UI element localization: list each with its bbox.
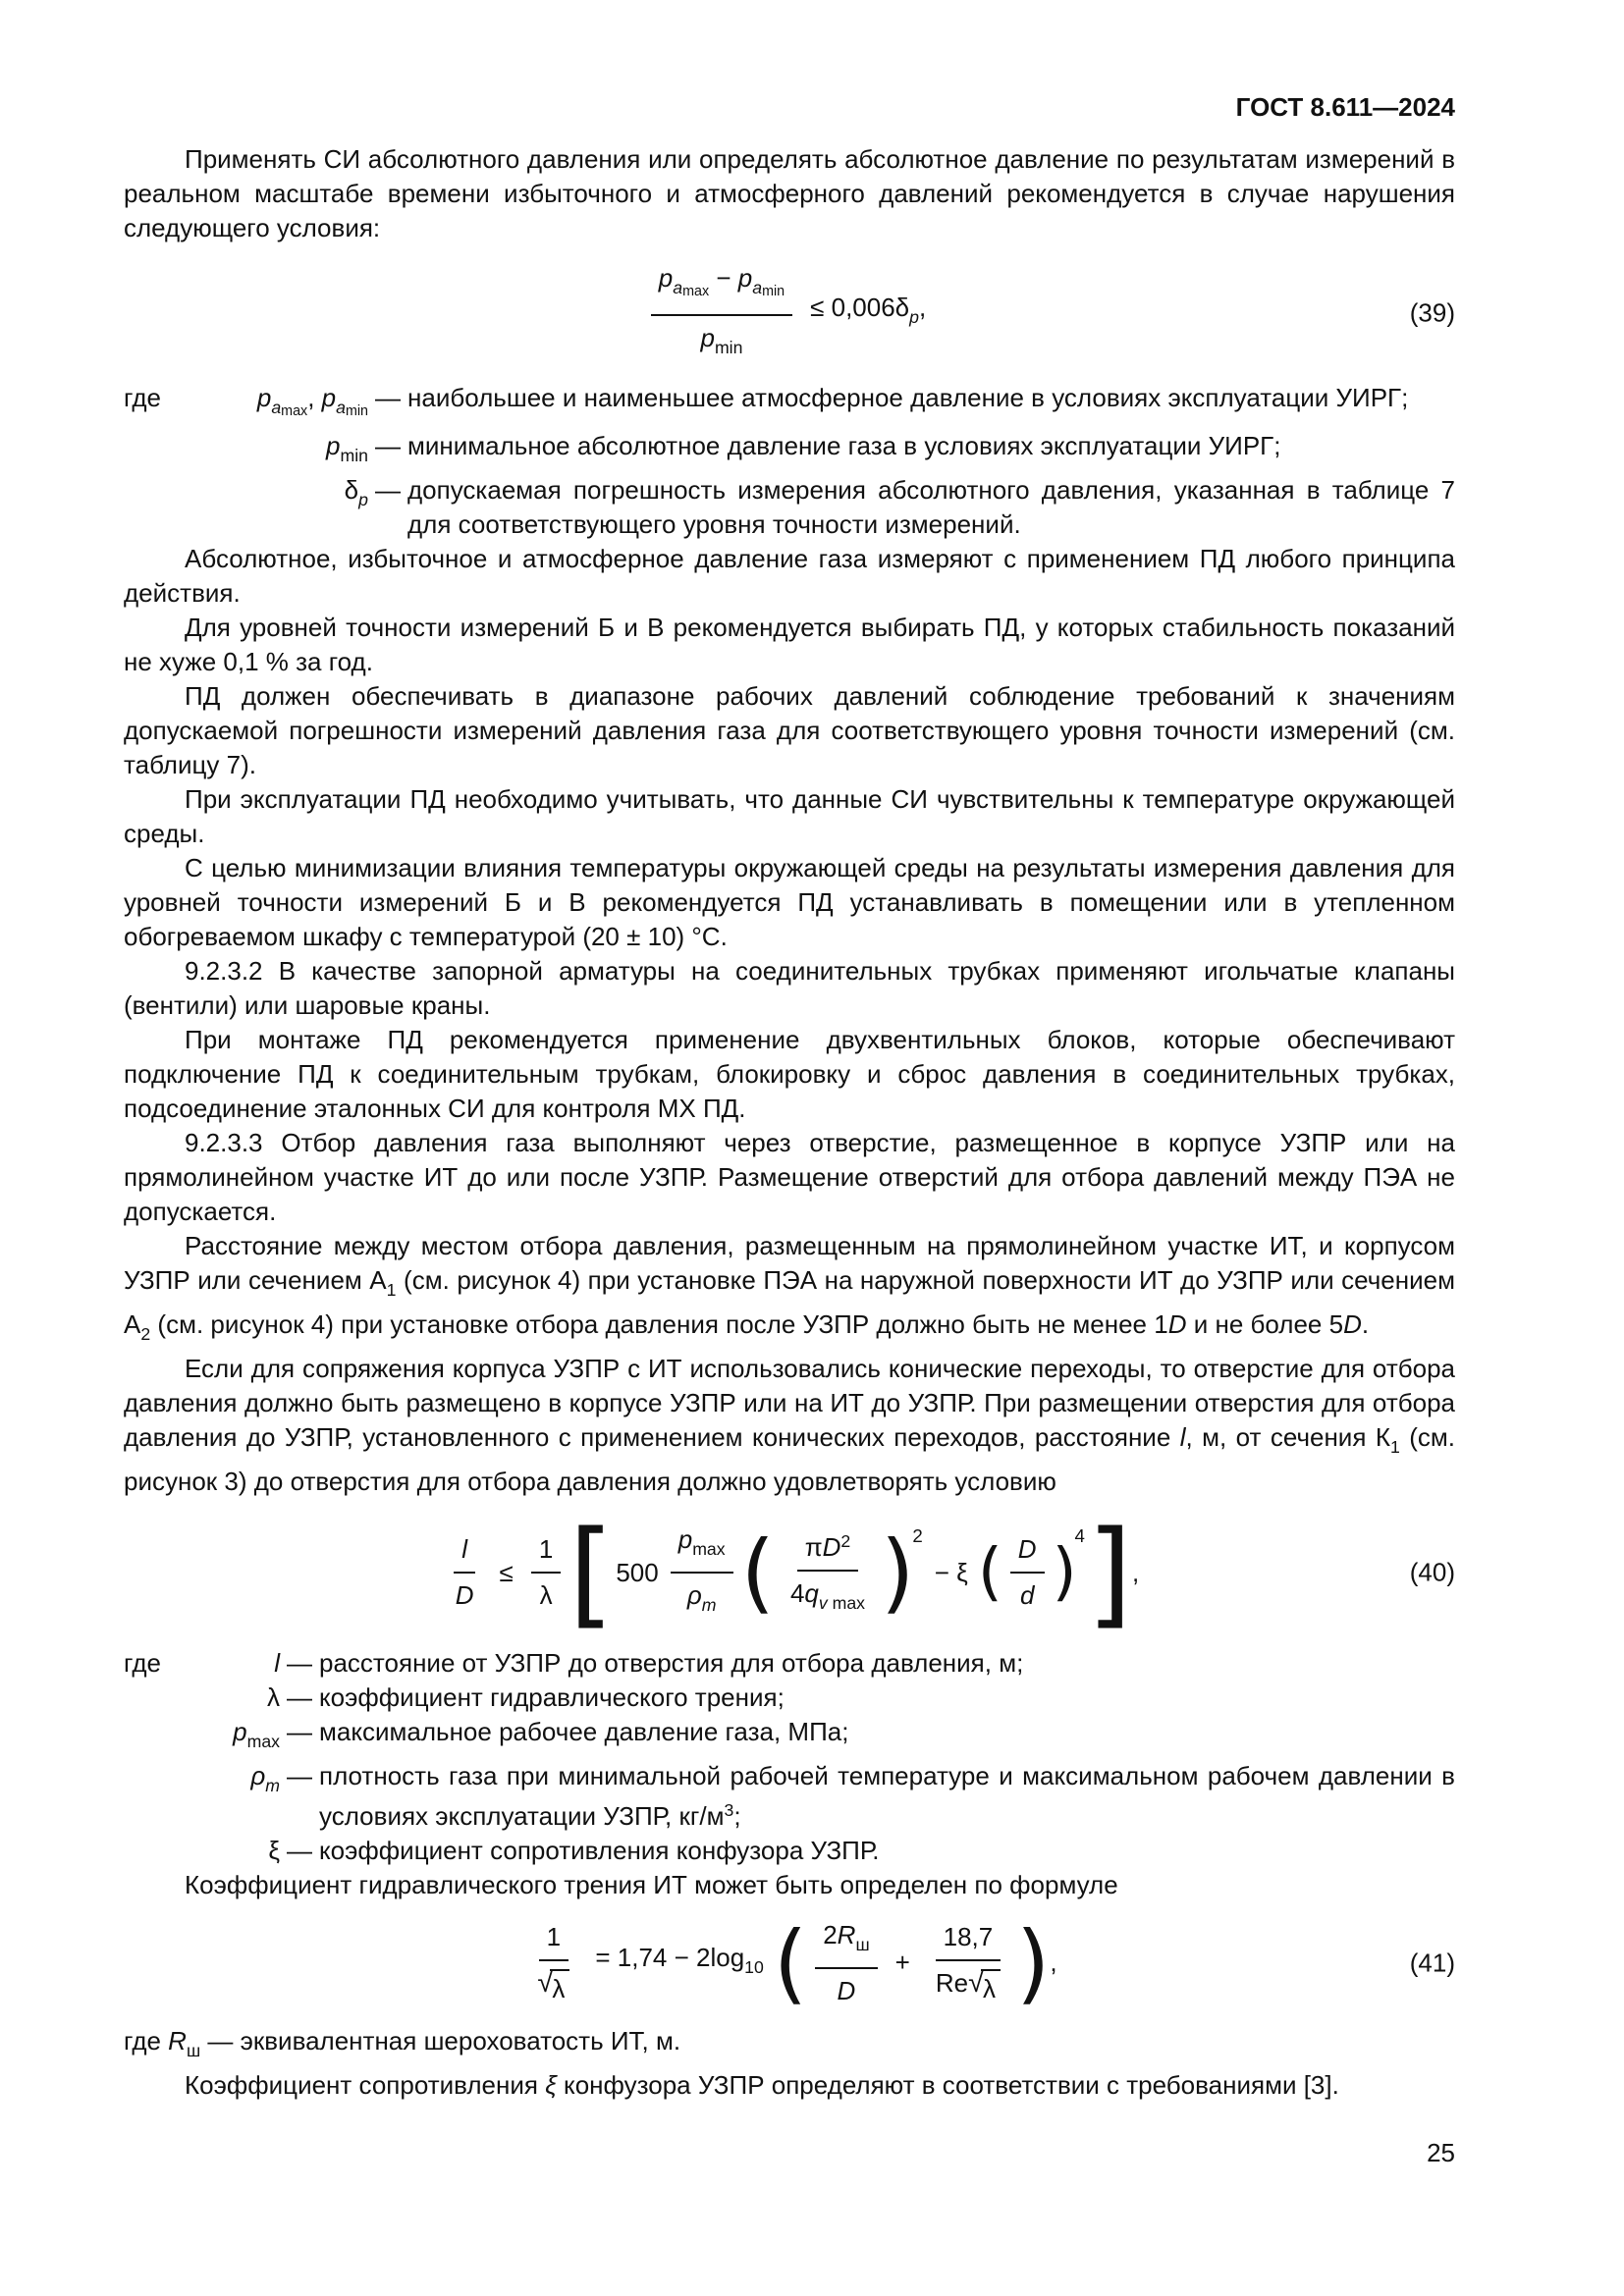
definition-text: коэффициент сопротивления конфузора УЗПР. (319, 1835, 880, 1865)
square-root (537, 1966, 569, 2006)
paragraph: При монтаже ПД рекомендуется применение двухвентильных блоков, которые обеспечивают подключение ПД к соединительным трубкам, блокировку и сброс давления в соединительных трубках, подсоединение эталонных СИ для контроля МХ ПД. (124, 1024, 1455, 1123)
definition-dash: — (287, 1761, 312, 1791)
left-paren: ( (977, 1536, 1002, 1610)
paragraph: Расстояние между местом отбора давления, размещенным на прямолинейном участке ИТ, и корпусом УЗПР или сечением $А_1$ (см. рисунок 4) при установке ПЭА на наружной поверхности ИТ до УЗПР или сечением $А_2$ (см. рисунок 4) при установке отбора давления после УЗПР должно быть не менее 1D и не более 5D. (124, 1230, 1455, 1344)
paragraph: Если для сопряжения корпуса УЗПР с ИТ использовались конические переходы, то отверстие для отбора давления должно быть размещено в корпусе УЗПР или на ИТ до УЗПР. При размещении отверстия для отбора давления до УЗПР, установленного с применением конических переходов, расстояние l, м, от сечения $К_1$ (см. рисунок 3) до отверстия для отбора давления должно удовлетворять условию (124, 1353, 1455, 1497)
definition-row (124, 429, 1455, 473)
definition-text: наибольшее и наименьшее атмосферное давление в условиях эксплуатации УИРГ; (407, 382, 1409, 412)
definition-text: коэффициент гидравлического трения; (319, 1682, 785, 1713)
fraction (651, 261, 792, 365)
paragraph: С целью минимизации влияния температуры окружающей среды на результаты измерения давления для уровней точности измерений Б и В рекомендуется ПД устанавливать в помещении или в утепленном обогреваемом шкафу с температурой (20 ± 10) °С. (124, 852, 1455, 951)
coefficient: 500 (616, 1557, 659, 1587)
fraction (815, 1918, 877, 2008)
fraction (531, 1532, 561, 1613)
formula-numerator: 1 (531, 1532, 561, 1574)
definition-term: $p_{max}$ (233, 1717, 280, 1752)
exponent: 4 (1074, 1525, 1085, 1547)
formula-numerator: $2R_ш$ (815, 1918, 877, 1969)
formula-denominator: D (455, 1580, 474, 1611)
paragraph: Для уровней точности измерений Б и В рекомендуется выбирать ПД, у которых стабильность показаний не хуже 0,1 % за год. (124, 612, 1455, 676)
formula-numerator: D (1010, 1532, 1045, 1574)
radicand: λ (981, 1969, 1001, 2006)
definition-text: допускаемая погрешность измерения абсолютного давления, указанная в таблице 7 для соответствующего уровня точности измерений. (407, 474, 1455, 539)
left-paren: ( (740, 1522, 775, 1624)
formula-numerator: $p_{amax} - p_{amin}$ (651, 261, 792, 316)
fraction (529, 1920, 577, 2006)
formula-numerator: 18,7 (936, 1920, 1001, 1961)
radical-sign: √ (968, 1966, 985, 1999)
definition-row (124, 381, 1455, 429)
fraction (671, 1522, 733, 1623)
formula-numerator: $p_{max}$ (671, 1522, 733, 1574)
comma: , (1132, 1557, 1140, 1587)
definition-dash: — (287, 1682, 312, 1713)
doc-number: ГОСТ 8.611—2024 (1235, 92, 1455, 122)
paragraph: Абсолютное, избыточное и атмосферное давление газа измеряют с применением ПД любого принципа действия. (124, 543, 1455, 608)
paragraph: ПД должен обеспечивать в диапазоне рабочих давлений соблюдение требований к значениям допускаемой погрешности измерений давления газа для соответствующего уровня точности измерений (см. таблицу 7). (124, 680, 1455, 779)
formula-denominator: D (837, 1975, 856, 2005)
definition-lead: где (124, 1648, 161, 1679)
definition-dash: — (287, 1835, 312, 1865)
formula-numerator: $\pi D^2$ (797, 1524, 859, 1572)
page-number: 25 (1427, 2138, 1455, 2168)
formula-denominator (928, 1961, 1008, 2006)
plus-sign: + (894, 1948, 910, 1978)
definition-row (124, 1646, 1455, 1681)
definition-list-40 (124, 1646, 1455, 1868)
equation-number-39: (39) (1409, 297, 1455, 328)
fraction (1010, 1532, 1045, 1613)
definition-term: $p_{min}$ (326, 430, 368, 465)
formula-denominator: $p_{min}$ (700, 322, 743, 357)
paragraph-9232: 9.2.3.2 В качестве запорной арматуры на соединительных трубках применяют игольчатые клапаны (вентили) или шаровые краны. (124, 955, 1455, 1020)
equation-number-41: (41) (1409, 1948, 1455, 1978)
formula-denominator: d (1019, 1580, 1035, 1611)
exponent: 2 (912, 1525, 923, 1547)
definition-dash: — (287, 1717, 312, 1747)
definition-text: плотность газа при минимальной рабочей температуре и максимальном рабочем давлении в условиях эксплуатации УЗПР, $кг/м^3$; (319, 1761, 1455, 1831)
paragraph: При эксплуатации ПД необходимо учитывать, что данные СИ чувствительны к температуре окружающей среды. (124, 783, 1455, 848)
definition-row (124, 1759, 1455, 1834)
definition-row (124, 1834, 1455, 1868)
radical-sign: √ (537, 1966, 554, 1999)
square-root (968, 1966, 1001, 2006)
equation-number-40: (40) (1409, 1557, 1455, 1587)
relation-sign: ≤ (499, 1557, 514, 1587)
definition-dash: — (375, 382, 401, 412)
formula-denominator: $4q_v$ $_{max}$ (789, 1577, 866, 1613)
fraction (783, 1524, 873, 1621)
definition-dash: — (287, 1648, 312, 1679)
paragraph-final: Коэффициент сопротивления ξ конфузора УЗПР определяют в соответствии с требованиями [3]. (185, 2070, 1339, 2101)
definition-row (124, 1681, 1455, 1715)
formula-41 (124, 1911, 1455, 2013)
definition-term: λ (267, 1682, 280, 1713)
right-paren: ) (1052, 1536, 1077, 1610)
fraction (448, 1532, 482, 1613)
right-paren: ) (881, 1522, 915, 1624)
definition-row (124, 473, 1455, 542)
paragraph-9233: 9.2.3.3 Отбор давления газа выполняют через отверстие, размещенное в корпусе УЗПР или на прямолинейном участке ИТ до или после УЗПР. Размещение отверстий для отбора давлений между ПЭА не допускается. (124, 1127, 1455, 1226)
left-square-bracket: [ (568, 1505, 615, 1641)
comma: , (1050, 1948, 1057, 1978)
definition-list-39 (124, 381, 1455, 542)
definition-term: $\rho_m$ (250, 1761, 280, 1796)
fraction (928, 1920, 1008, 2006)
radicand: λ (550, 1969, 569, 2006)
definition-term: l (274, 1648, 280, 1679)
definition-text: расстояние от УЗПР до отверстия для отбора давления, м; (319, 1648, 1024, 1679)
definition-text: максимальное рабочее давление газа, МПа; (319, 1717, 849, 1747)
formula-numerator: l (454, 1532, 475, 1574)
definition-dash: — (375, 430, 401, 460)
definition-row (124, 1715, 1455, 1759)
formula-denominator (529, 1961, 577, 2006)
formula-denominator: $\rho_m$ (686, 1580, 717, 1616)
right-paren: ) (1016, 1911, 1051, 2013)
formula-rhs: ≤ $0,006\delta_p$, (810, 293, 927, 328)
formula-denominator: λ (539, 1580, 553, 1611)
definition-term: $p_{amax}$, $p_{amin}$ (256, 382, 368, 419)
minus-xi: − ξ (934, 1557, 968, 1587)
definition-line-41: где $R_ш$ — эквивалентная шероховатость ИТ, м. (124, 2025, 681, 2061)
right-square-bracket: ] (1086, 1505, 1132, 1641)
definition-term: $\delta_p$ (344, 474, 368, 509)
paragraph: Коэффициент гидравлического трения ИТ может быть определен по формуле (185, 1869, 1118, 1899)
definition-lead: где (124, 382, 161, 412)
formula-numerator: 1 (539, 1920, 568, 1961)
reynolds-symbol: Re (935, 1967, 969, 1998)
paragraph-intro: Применять СИ абсолютного давления или определять абсолютное давление по результатам измерений в реальном масштабе времени избыточного и атмосферного давлений рекомендуется в случае нарушения следующего условия: (124, 144, 1455, 242)
formula-40 (124, 1505, 1455, 1641)
formula-mid: = $1,74 - 2\log_{10}$ (595, 1943, 764, 1978)
left-paren: ( (773, 1911, 808, 2013)
formula-39 (124, 261, 1455, 365)
definition-text: минимальное абсолютное давление газа в условиях эксплуатации УИРГ; (407, 430, 1281, 460)
definition-dash: — (375, 474, 401, 505)
definition-term: ξ (268, 1835, 280, 1865)
